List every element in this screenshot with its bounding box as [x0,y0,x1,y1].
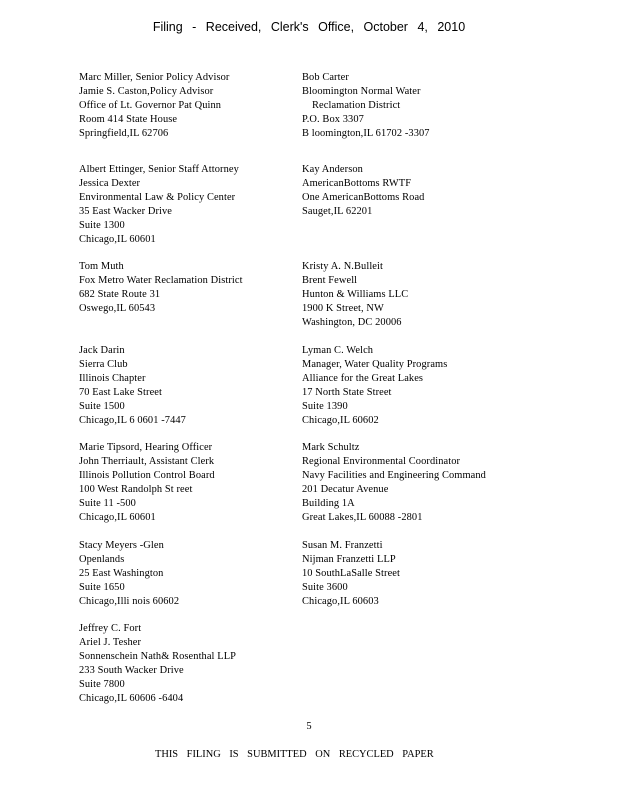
address-line: Suite 1300 [79,220,125,231]
address-line: 201 Decatur Avenue [302,484,389,495]
address-block-lyman-welch [302,344,512,428]
address-line: Brent Fewell [302,275,358,286]
address-line: Office of Lt. Governor Pat Quinn [79,100,222,111]
address-line: Chicago,Illi nois 60602 [79,596,180,607]
filing-header: Filing - Received, Clerk's Office, October 4, 2010 [152,20,466,34]
address-line: Suite 1500 [79,401,125,412]
address-line: Mark Schultz [302,442,360,453]
address-line: Sonnenschein Nath& Rosenthal LLP [79,651,237,662]
address-line: 25 East Washington [79,568,164,579]
address-line: Susan M. Franzetti [302,540,383,551]
address-line: 35 East Wacker Drive [79,206,173,217]
address-line: Chicago,IL 6 0601 -7447 [79,415,186,426]
address-line: AmericanBottoms RWTF [302,178,412,189]
address-line: Kay Anderson [302,164,363,175]
address-line: Springfield,IL 62706 [79,128,169,139]
address-line: One AmericanBottoms Road [302,192,425,203]
address-block-susan-franzetti [302,539,512,609]
address-line: Jamie S. Caston,Policy Advisor [79,86,214,97]
address-block-stacy-meyers-glen [79,539,289,609]
address-line: 10 SouthLaSalle Street [302,568,401,579]
address-line: Alliance for the Great Lakes [302,373,424,384]
address-line: Navy Facilities and Engineering Command [302,470,486,481]
address-line: Manager, Water Quality Programs [302,359,448,370]
address-line: Marie Tipsord, Hearing Officer [79,442,213,453]
address-line: 100 West Randolph St reet [79,484,193,495]
address-line: Suite 1650 [79,582,125,593]
address-line: Hunton & Williams LLC [302,289,409,300]
address-block-tom-muth [79,260,289,316]
address-line: Lyman C. Welch [302,345,374,356]
address-block-kay-anderson [302,163,512,219]
address-block-kristy-bulleit [302,260,512,330]
address-block-albert-ettinger [79,163,289,247]
address-line: Building 1A [302,498,355,509]
address-line: Tom Muth [79,261,124,272]
address-line: Chicago,IL 60606 -6404 [79,693,184,704]
address-line: Oswego,IL 60543 [79,303,156,314]
address-line: Sierra Club [79,359,128,370]
address-line: Chicago,IL 60601 [79,512,156,523]
address-line: Illinois Pollution Control Board [79,470,215,481]
address-line: Reclamation District [312,100,401,111]
address-line: Suite 7800 [79,679,125,690]
address-line: Kristy A. N.Bulleit [302,261,383,272]
address-block-jack-darin [79,344,289,428]
address-line: Chicago,IL 60601 [79,234,156,245]
address-line: Regional Environmental Coordinator [302,456,461,467]
address-line: Room 414 State House [79,114,178,125]
address-line: Ariel J. Tesher [79,637,142,648]
address-line: 70 East Lake Street [79,387,162,398]
address-line: 17 North State Street [302,387,392,398]
address-line: Bloomington Normal Water [302,86,421,97]
recycled-paper-footer: THIS FILING IS SUBMITTED ON RECYCLED PAPER [155,749,434,760]
address-line: Nijman Franzetti LLP [302,554,396,565]
address-line: Suite 1390 [302,401,348,412]
address-line: Great Lakes,IL 60088 -2801 [302,512,423,523]
address-line: John Therriault, Assistant Clerk [79,456,215,467]
page-number: 5 [306,721,312,732]
address-line: Chicago,IL 60602 [302,415,379,426]
address-block-bob-carter [302,71,512,141]
address-block-jeffrey-fort [79,622,289,706]
address-line: Marc Miller, Senior Policy Advisor [79,72,230,83]
address-line: Environmental Law & Policy Center [79,192,236,203]
address-line: Washington, DC 20006 [302,317,402,328]
address-line: Suite 3600 [302,582,348,593]
address-block-marc-miller [79,71,289,141]
address-line: Fox Metro Water Reclamation District [79,275,243,286]
address-block-marie-tipsord [79,441,289,525]
address-line: Bob Carter [302,72,349,83]
address-line: B loomington,IL 61702 -3307 [302,128,430,139]
address-line: Jack Darin [79,345,125,356]
address-line: Openlands [79,554,125,565]
address-line: 682 State Route 31 [79,289,161,300]
address-line: Illinois Chapter [79,373,146,384]
address-block-mark-schultz [302,441,512,525]
address-line: Stacy Meyers -Glen [79,540,164,551]
address-line: Chicago,IL 60603 [302,596,379,607]
address-line: 233 South Wacker Drive [79,665,184,676]
address-line: Jessica Dexter [79,178,141,189]
address-line: 1900 K Street, NW [302,303,384,314]
address-line: P.O. Box 3307 [302,114,364,125]
address-line: Jeffrey C. Fort [79,623,142,634]
address-line: Sauget,IL 62201 [302,206,373,217]
address-line: Albert Ettinger, Senior Staff Attorney [79,164,239,175]
address-line: Suite 11 -500 [79,498,136,509]
